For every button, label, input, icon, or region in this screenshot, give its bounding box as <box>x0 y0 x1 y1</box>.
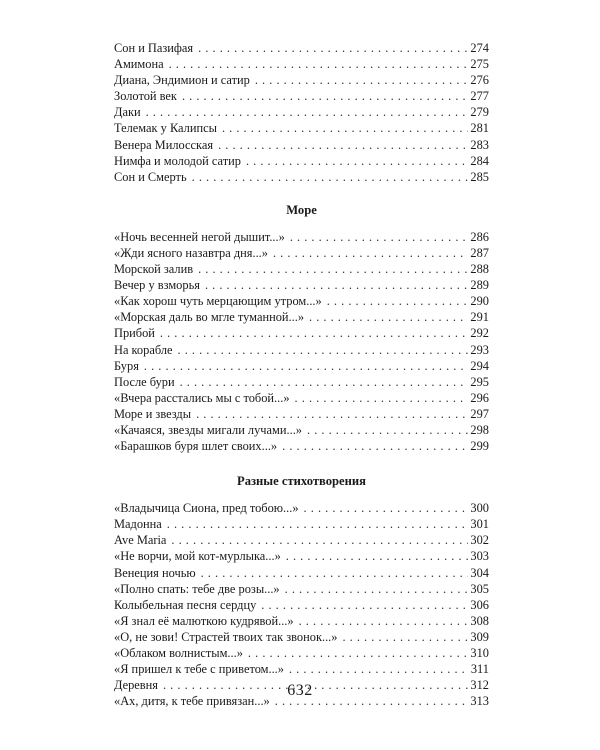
toc-entry-page: 311 <box>470 662 489 677</box>
toc-entry <box>114 325 489 341</box>
toc-entry <box>114 597 489 613</box>
dot-leader <box>273 245 468 261</box>
toc-entry-page: 308 <box>470 613 489 628</box>
dot-leader <box>180 374 469 390</box>
toc-entry <box>114 229 489 245</box>
toc-entry <box>114 309 489 325</box>
toc-entry-page: 275 <box>470 57 489 72</box>
toc-entry-title: Деревня <box>114 678 158 693</box>
toc-entry-page: 293 <box>470 342 489 357</box>
toc-entry-title: «Качаяся, звезды мигали лучами...» <box>114 422 302 437</box>
toc-entry-page: 281 <box>470 121 489 136</box>
toc-entry <box>114 153 489 169</box>
toc-entry-page: 287 <box>470 245 489 260</box>
toc-entry-title: «Ах, дитя, к тебе привязан...» <box>114 694 270 709</box>
toc-entry-page: 305 <box>470 581 489 596</box>
toc-entry-title: Венера Милосская <box>114 137 214 152</box>
dot-leader <box>171 532 468 548</box>
toc-entry-title: Даки <box>114 105 141 120</box>
toc-page <box>114 40 489 709</box>
toc-entry-page: 310 <box>470 646 489 660</box>
toc-entry-title: «О, не зови! Страстей твоих так звонок...» <box>114 629 338 644</box>
dot-leader <box>178 342 469 358</box>
toc-entry-page: 294 <box>470 358 489 373</box>
toc-entry-title: Буря <box>114 358 139 373</box>
toc-entry-title: «Владычица Сиона, пред тобою...» <box>114 501 299 516</box>
dot-leader <box>205 277 468 293</box>
toc-entry-page: 300 <box>470 501 489 516</box>
toc-entry <box>114 406 489 422</box>
toc-entry-title: На корабле <box>114 342 173 357</box>
toc-entry-title: После бури <box>114 374 175 389</box>
toc-entry-title: Сон и Смерть <box>114 169 187 184</box>
toc-entry <box>114 581 489 597</box>
toc-entry <box>114 104 489 120</box>
dot-leader <box>198 40 468 56</box>
dot-leader <box>307 422 468 438</box>
toc-entry-page: 286 <box>470 229 489 244</box>
toc-entry-title: «Я пришел к тебе с приветом...» <box>114 662 284 677</box>
toc-entry-title: Телемак у Калипсы <box>114 121 217 136</box>
dot-leader <box>167 516 469 532</box>
dot-leader <box>286 548 469 564</box>
toc-entry-page: 285 <box>470 169 489 184</box>
toc-entry-page: 292 <box>470 326 489 341</box>
toc-entry <box>114 137 489 153</box>
toc-entry-page: 304 <box>470 565 489 580</box>
dot-leader <box>299 613 469 629</box>
toc-entry-title: Колыбельная песня сердцу <box>114 597 257 612</box>
toc-entry <box>114 422 489 438</box>
toc-entry-title: «Барашков буря шлет своих...» <box>114 439 278 454</box>
dot-leader <box>289 661 469 677</box>
dot-leader <box>304 500 469 516</box>
section-heading-raznye: Разные стихотворения <box>237 474 366 489</box>
toc-list-continued <box>114 40 489 185</box>
toc-entry-page: 279 <box>470 105 489 120</box>
toc-entry <box>114 390 489 406</box>
toc-entry-title: Ave Maria <box>114 533 167 548</box>
dot-leader <box>146 104 469 120</box>
toc-entry-page: 302 <box>470 533 489 548</box>
toc-entry-title: Сон и Пазифая <box>114 41 194 55</box>
page-number: 632 <box>287 682 313 699</box>
toc-entry-page: 274 <box>470 41 489 55</box>
toc-entry <box>114 277 489 293</box>
toc-entry <box>114 645 489 661</box>
dot-leader <box>327 293 469 309</box>
toc-entry <box>114 72 489 88</box>
toc-entry-page: 295 <box>470 374 489 389</box>
dot-leader <box>218 137 468 153</box>
toc-entry-title: «Я знал её малюткою кудрявой...» <box>114 613 294 628</box>
section-heading-more: Море <box>286 202 317 217</box>
toc-entry-page: 296 <box>470 390 489 405</box>
toc-entry <box>114 169 489 185</box>
toc-entry-title: «Вчера расстались мы с тобой...» <box>114 390 290 405</box>
toc-entry <box>114 532 489 548</box>
toc-entry-page: 276 <box>470 73 489 88</box>
dot-leader <box>198 261 468 277</box>
toc-entry <box>114 245 489 261</box>
dot-leader <box>248 645 468 661</box>
toc-entry <box>114 120 489 136</box>
toc-entry-page: 297 <box>470 406 489 421</box>
toc-entry-page: 290 <box>470 294 489 309</box>
toc-entry-page: 277 <box>470 89 489 104</box>
toc-entry-title: Морской залив <box>114 262 194 277</box>
toc-entry-page: 301 <box>470 517 489 532</box>
toc-entry-title: Море и звезды <box>114 406 192 421</box>
dot-leader <box>160 325 469 341</box>
dot-leader <box>144 358 469 374</box>
toc-entry <box>114 661 489 677</box>
toc-entry-page: 298 <box>470 422 489 437</box>
toc-entry-title: Нимфа и молодой сатир <box>114 153 241 168</box>
toc-entry-title: Мадонна <box>114 517 162 532</box>
dot-leader <box>290 229 469 245</box>
toc-entry-title: «Не ворчи, мой кот-мурлыка...» <box>114 549 281 564</box>
dot-leader <box>282 438 468 454</box>
toc-entry <box>114 261 489 277</box>
toc-list-more <box>114 229 489 454</box>
toc-entry-page: 303 <box>470 549 489 564</box>
toc-entry <box>114 88 489 104</box>
toc-entry <box>114 548 489 564</box>
toc-entry-page: 289 <box>470 278 489 293</box>
toc-entry-title: «Полно спать: тебе две розы...» <box>114 581 280 596</box>
dot-leader <box>192 169 469 185</box>
dot-leader <box>182 88 468 104</box>
toc-entry-page: 291 <box>470 310 489 325</box>
dot-leader <box>169 56 469 72</box>
toc-entry-title: Амимона <box>114 57 164 72</box>
toc-entry <box>114 358 489 374</box>
toc-entry-page: 299 <box>470 439 489 454</box>
dot-leader <box>342 629 468 645</box>
dot-leader <box>201 565 469 581</box>
toc-entry-page: 283 <box>470 137 489 152</box>
toc-entry <box>114 629 489 645</box>
toc-entry <box>114 500 489 516</box>
toc-entry-page: 288 <box>470 262 489 277</box>
dot-leader <box>222 120 468 136</box>
toc-entry-title: «Ночь весенней негой дышит...» <box>114 229 285 244</box>
dot-leader <box>309 309 468 325</box>
toc-entry <box>114 613 489 629</box>
toc-entry <box>114 342 489 358</box>
toc-entry-page: 284 <box>470 153 489 168</box>
toc-entry <box>114 438 489 454</box>
toc-list-raznye <box>114 500 489 709</box>
toc-entry-title: «Жди ясного назавтра дня...» <box>114 245 268 260</box>
toc-entry <box>114 516 489 532</box>
toc-entry <box>114 40 489 56</box>
toc-entry <box>114 374 489 390</box>
toc-entry-page: 312 <box>470 678 489 693</box>
toc-entry-title: «Морская даль во мгле туманной...» <box>114 310 305 325</box>
dot-leader <box>295 390 469 406</box>
toc-entry <box>114 565 489 581</box>
toc-entry-title: «Как хорош чуть мерцающим утром...» <box>114 294 322 309</box>
toc-entry-title: Золотой век <box>114 89 177 104</box>
toc-entry <box>114 56 489 72</box>
toc-entry-title: Прибой <box>114 326 155 341</box>
dot-leader <box>285 581 469 597</box>
dot-leader <box>261 597 468 613</box>
toc-entry-title: Вечер у взморья <box>114 278 200 293</box>
dot-leader <box>255 72 469 88</box>
toc-entry-title: «Облаком волнистым...» <box>114 646 243 660</box>
toc-entry-page: 313 <box>470 694 489 709</box>
toc-entry-page: 306 <box>470 597 489 612</box>
dot-leader <box>196 406 468 422</box>
toc-entry <box>114 293 489 309</box>
toc-entry-title: Диана, Эндимион и сатир <box>114 73 250 88</box>
toc-entry-page: 309 <box>470 629 489 644</box>
dot-leader <box>246 153 468 169</box>
toc-entry-title: Венеция ночью <box>114 565 196 580</box>
